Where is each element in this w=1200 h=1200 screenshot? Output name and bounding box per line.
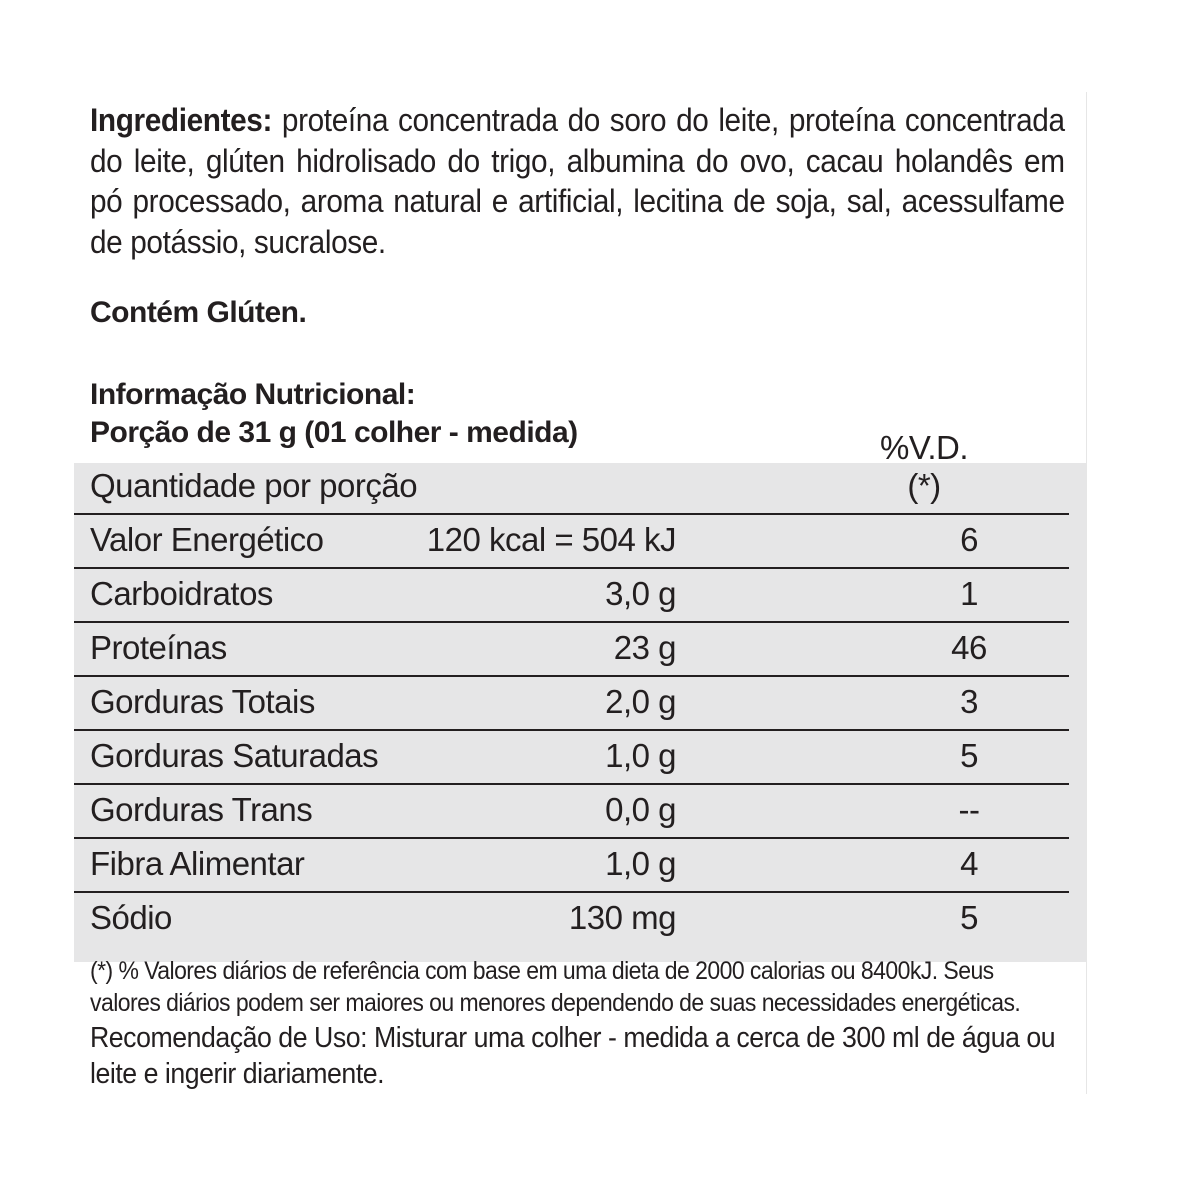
nutrient-label: Fibra Alimentar [90,845,305,882]
daily-value-footnote: (*) % Valores diários de referência com base em uma dieta de 2000 calorias ou 8400kJ. Seus valores diários podem ser maiores ou menores dependendo de suas necessidades energéticas. [90,957,1021,1017]
table-row [74,567,1069,623]
nutrient-vd: 5 [960,899,978,936]
allergen-warning: Contém Glúten. [90,296,307,329]
nutrient-label: Valor Energético [90,521,324,558]
header-quantity-label: Quantidade por porção [90,467,418,504]
nutrient-amount: 120 kcal = 504 kJ [426,521,676,558]
nutrition-title: Informação Nutricional: [90,378,416,411]
table-row [74,837,1069,893]
nutrient-vd: 5 [960,737,978,774]
table-row [74,729,1069,785]
table-row [74,783,1069,839]
nutrient-amount: 23 g [613,629,676,666]
page-edge-line [1086,92,1087,1094]
nutrient-label: Gorduras Totais [90,683,315,720]
nutrient-amount: 2,0 g [605,683,676,720]
table-row [74,513,1069,569]
header-vd-label: %V.D.(*) [880,429,968,504]
ingredients-paragraph [90,100,1065,262]
nutrient-label: Sódio [90,899,172,936]
nutrient-label: Proteínas [90,629,227,666]
ingredients-label: Ingredientes: [90,102,273,138]
table-row [74,675,1069,731]
nutrition-heading [90,376,578,452]
nutrient-label: Gorduras Trans [90,791,313,828]
nutrient-amount: 1,0 g [605,845,676,882]
table-row [74,891,1069,945]
ingredients-text: proteína concentrada do soro do leite, proteína concentrada do leite, glúten hidrolisado do trigo, albumina do ovo, cacau holandês em pó processado, aroma natural e artificial, lecitina de soja, sal, acessulfame de potássio, sucralose. [90,102,1065,260]
nutrient-vd: 46 [951,629,987,666]
nutrient-amount: 130 mg [568,899,676,936]
nutrient-vd: 6 [960,521,978,558]
nutrient-vd: -- [958,791,980,828]
nutrient-amount: 3,0 g [605,575,676,612]
nutrient-vd: 3 [960,683,978,720]
nutrient-amount: 1,0 g [605,737,676,774]
nutrient-vd: 1 [960,575,978,612]
nutrient-amount: 0,0 g [605,791,676,828]
nutrient-label: Carboidratos [90,575,273,612]
nutrient-vd: 4 [960,845,978,882]
usage-recommendation: Recomendação de Uso: Misturar uma colher - medida a cerca de 300 ml de água ou leite e ingerir diariamente. [90,1022,1056,1090]
portion-size: Porção de 31 g (01 colher - medida) [90,416,578,449]
nutrient-label: Gorduras Saturadas [90,737,379,774]
table-row [74,621,1069,677]
